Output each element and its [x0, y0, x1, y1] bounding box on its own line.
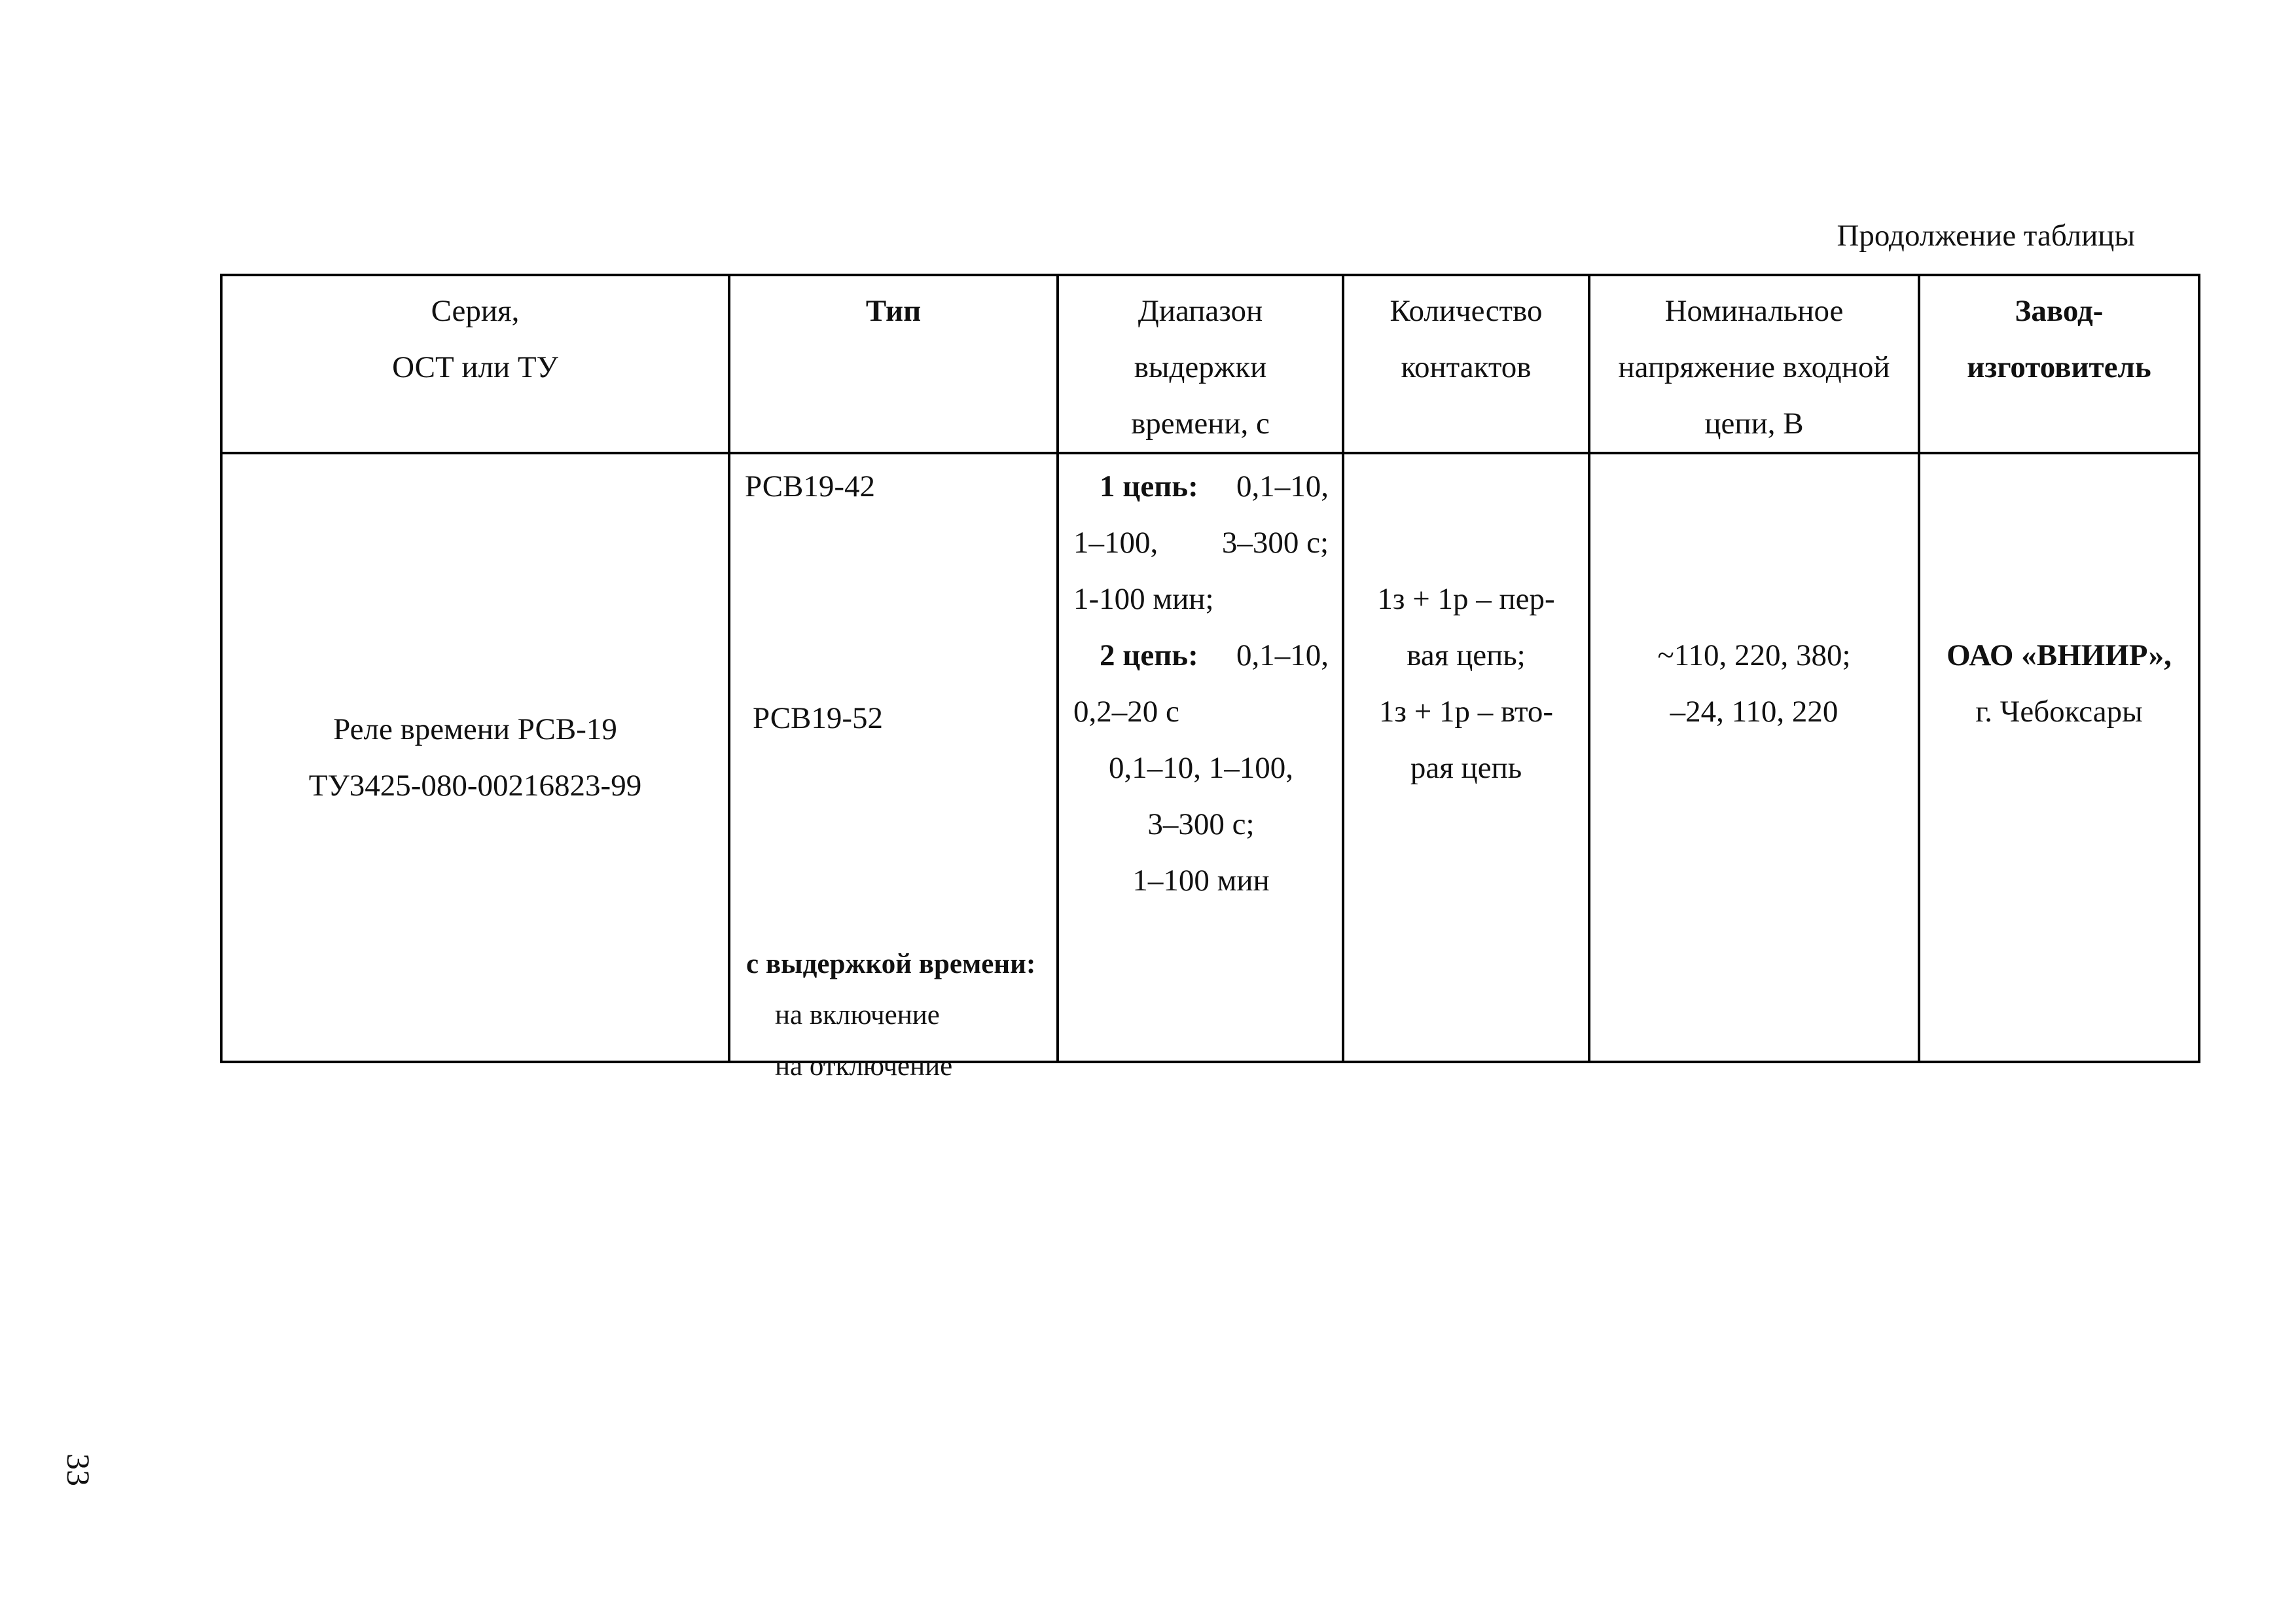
cell-type	[729, 453, 1058, 1082]
header-type: Тип	[729, 275, 1058, 453]
relay-table	[220, 274, 2200, 1082]
delay-note: с выдержкой времени: на включение на отключение	[746, 949, 1036, 1082]
page-number: 33	[60, 1453, 97, 1486]
header-manufacturer: Завод- изготовитель	[1919, 275, 2199, 453]
table-row	[221, 453, 2199, 1062]
type-rsv19-52: РСВ19-52	[753, 701, 884, 735]
type-rsv19-42: РСВ19-42	[745, 469, 876, 503]
cell-contacts: 1з + 1р – пер- вая цепь; 1з + 1р – вто- рая цепь	[1343, 453, 1589, 1062]
cell-delay-range: 1 цепь: 0,1–10, 1–100, 3–300 с; 1-100 мин; 2 цепь: 0,1–10, 0,2–20 с 0,1–10, 1–100, 3–300 с; 1–100 мин	[1058, 453, 1343, 1062]
header-voltage: Номинальное напряжение входной цепи, В	[1589, 275, 1919, 453]
header-range: Диапазон выдержки времени, с	[1058, 275, 1343, 453]
header-series: Серия, ОСТ или ТУ	[221, 275, 729, 453]
table-header-row	[221, 275, 2199, 453]
cell-voltage: ~110, 220, 380; –24, 110, 220	[1589, 453, 1919, 1062]
cell-manufacturer: ОАО «ВНИИР», г. Чебоксары	[1919, 453, 2199, 1062]
header-contacts: Количество контактов	[1343, 275, 1589, 453]
table-continuation-caption: Продолжение таблицы	[1837, 219, 2135, 253]
cell-series: Реле времени РСВ-19 ТУ3425-080-00216823-99	[221, 453, 729, 1062]
